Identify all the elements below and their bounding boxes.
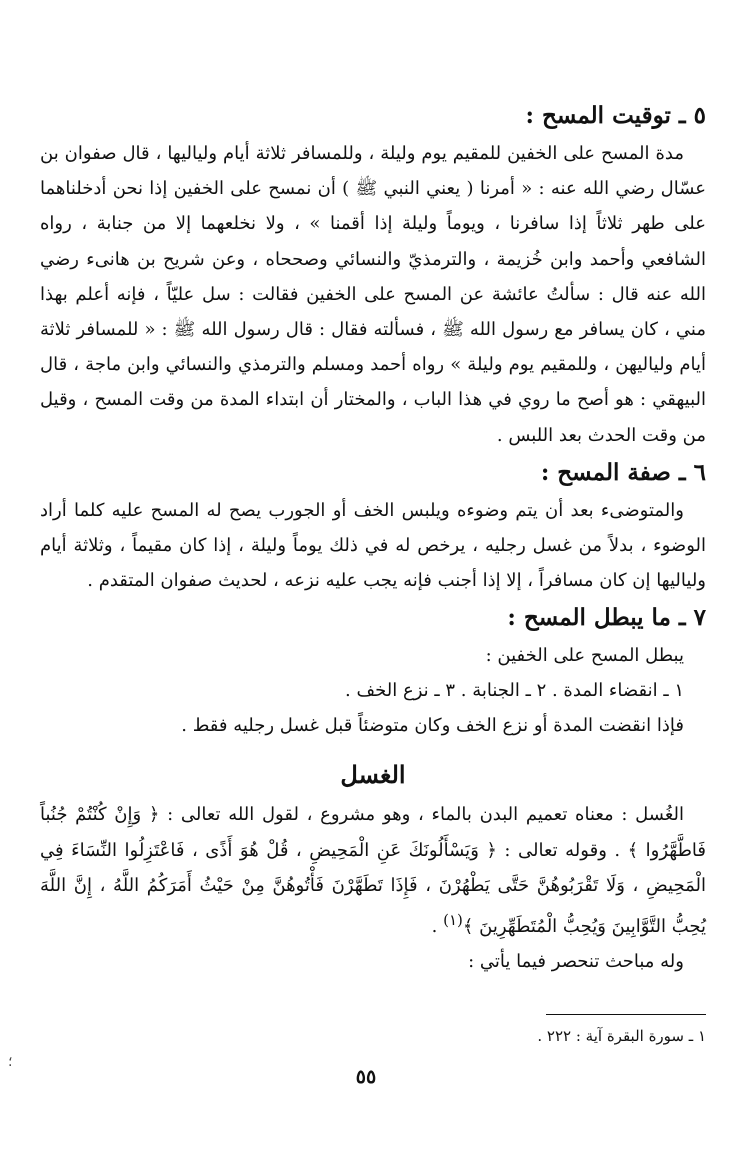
section-7-items: ١ ـ انقضاء المدة . ٢ ـ الجنابة . ٣ ـ نزع الخف . — [345, 680, 684, 702]
ghusl-title: الغسل — [340, 760, 406, 790]
margin-mark: ؛ — [8, 1054, 13, 1070]
book-page — [40, 96, 706, 1136]
section-7-heading: ٧ ـ ما يبطل المسح : — [507, 604, 706, 632]
ghusl-body — [40, 797, 706, 944]
section-7-note: فإذا انقضت المدة أو نزع الخف وكان متوضئاً قبل غسل رجليه فقط . — [181, 715, 684, 737]
footnote-divider — [546, 1014, 706, 1015]
ghusl-closing: وله مباحث تنحصر فيما يأتي : — [468, 951, 684, 973]
page-number: ٥٥ — [355, 1066, 377, 1088]
section-6-body: والمتوضىء بعد أن يتم وضوءه ويلبس الخف أو الجورب يصح له المسح عليه كلما أراد الوضوء ، بدلاً من غسل رجليه ، يرخص له في ذلك يوماً وليلة ، إذا كان مقيماً ، وثلاثة أيام ولياليها إن كان مسافراً ، إلا إذا أجنب فإنه يجب عليه نزعه ، لحديث صفوان المتقدم . — [40, 499, 706, 592]
ghusl-body-text: الغُسل : معناه تعميم البدن بالماء ، وهو مشروع ، لقول الله تعالى : ﴿ وَإِنْ كُنْتُمْ جُنُباً فَاطَّهَّرُوا ﴾ . وقوله تعالى : ﴿ وَيَسْأَلُونَكَ عَنِ الْمَحِيضِ ، قُلْ هُوَ أَذًى ، فَاعْتَزِلُوا النِّسَاءَ فِي الْمَحِيضِ ، وَلَا تَقْرَبُوهُنَّ حَتَّى يَطْهُرْنَ ، فَإِذَا تَطَهَّرْنَ فَأْتُوهُنَّ مِنْ حَيْثُ أَمَرَكُمُ اللَّهُ ، إِنَّ اللَّهَ يُحِبُّ التَّوَّابِينَ وَيُحِبُّ الْمُتَطَهِّرِينَ ﴾ — [40, 804, 706, 938]
section-5-body: مدة المسح على الخفين للمقيم يوم وليلة ، وللمسافر ثلاثة أيام ولياليها ، قال صفوان بن عسّال رضي الله عنه : « أمرنا ( يعني النبي ﷺ ) أن نمسح على الخفين إذا نحن أدخلناهما على طهر ثلاثاً إذا سافرنا ، ويوماً وليلة إذا أقمنا » ، ولا نخلعهما إلا من جنابة ، رواه الشافعي وأحمد وابن خُزيمة ، والترمذيّ والنسائي وصححاه ، وعن شريح بن هانىء رضي الله عنه قال : سألتُ عائشة عن المسح على الخفين فقالت : سل عليّاً ، فإنه أعلم بهذا مني ، كان يسافر مع رسول الله ﷺ ، فسألته فقال : قال رسول الله ﷺ : « للمسافر ثلاثة أيام ولياليهن ، وللمقيم يوم وليلة » رواه أحمد ومسلم والترمذي والنسائي وابن ماجة ، قال البيهقي : هو أصح ما روي في هذا الباب ، والمختار أن ابتداء المدة من وقت المسح ، وقيل من وقت الحدث بعد اللبس . — [40, 143, 706, 446]
section-6-heading: ٦ ـ صفة المسح : — [540, 458, 706, 486]
section-7-intro: يبطل المسح على الخفين : — [485, 645, 684, 667]
ghusl-body-end: . — [431, 916, 444, 938]
footnote-text: ١ ـ سورة البقرة آية : ٢٢٢ . — [537, 1027, 706, 1045]
section-5-heading: ٥ ـ توقيت المسح : — [525, 102, 706, 129]
footnote-ref: (١) — [443, 911, 463, 930]
